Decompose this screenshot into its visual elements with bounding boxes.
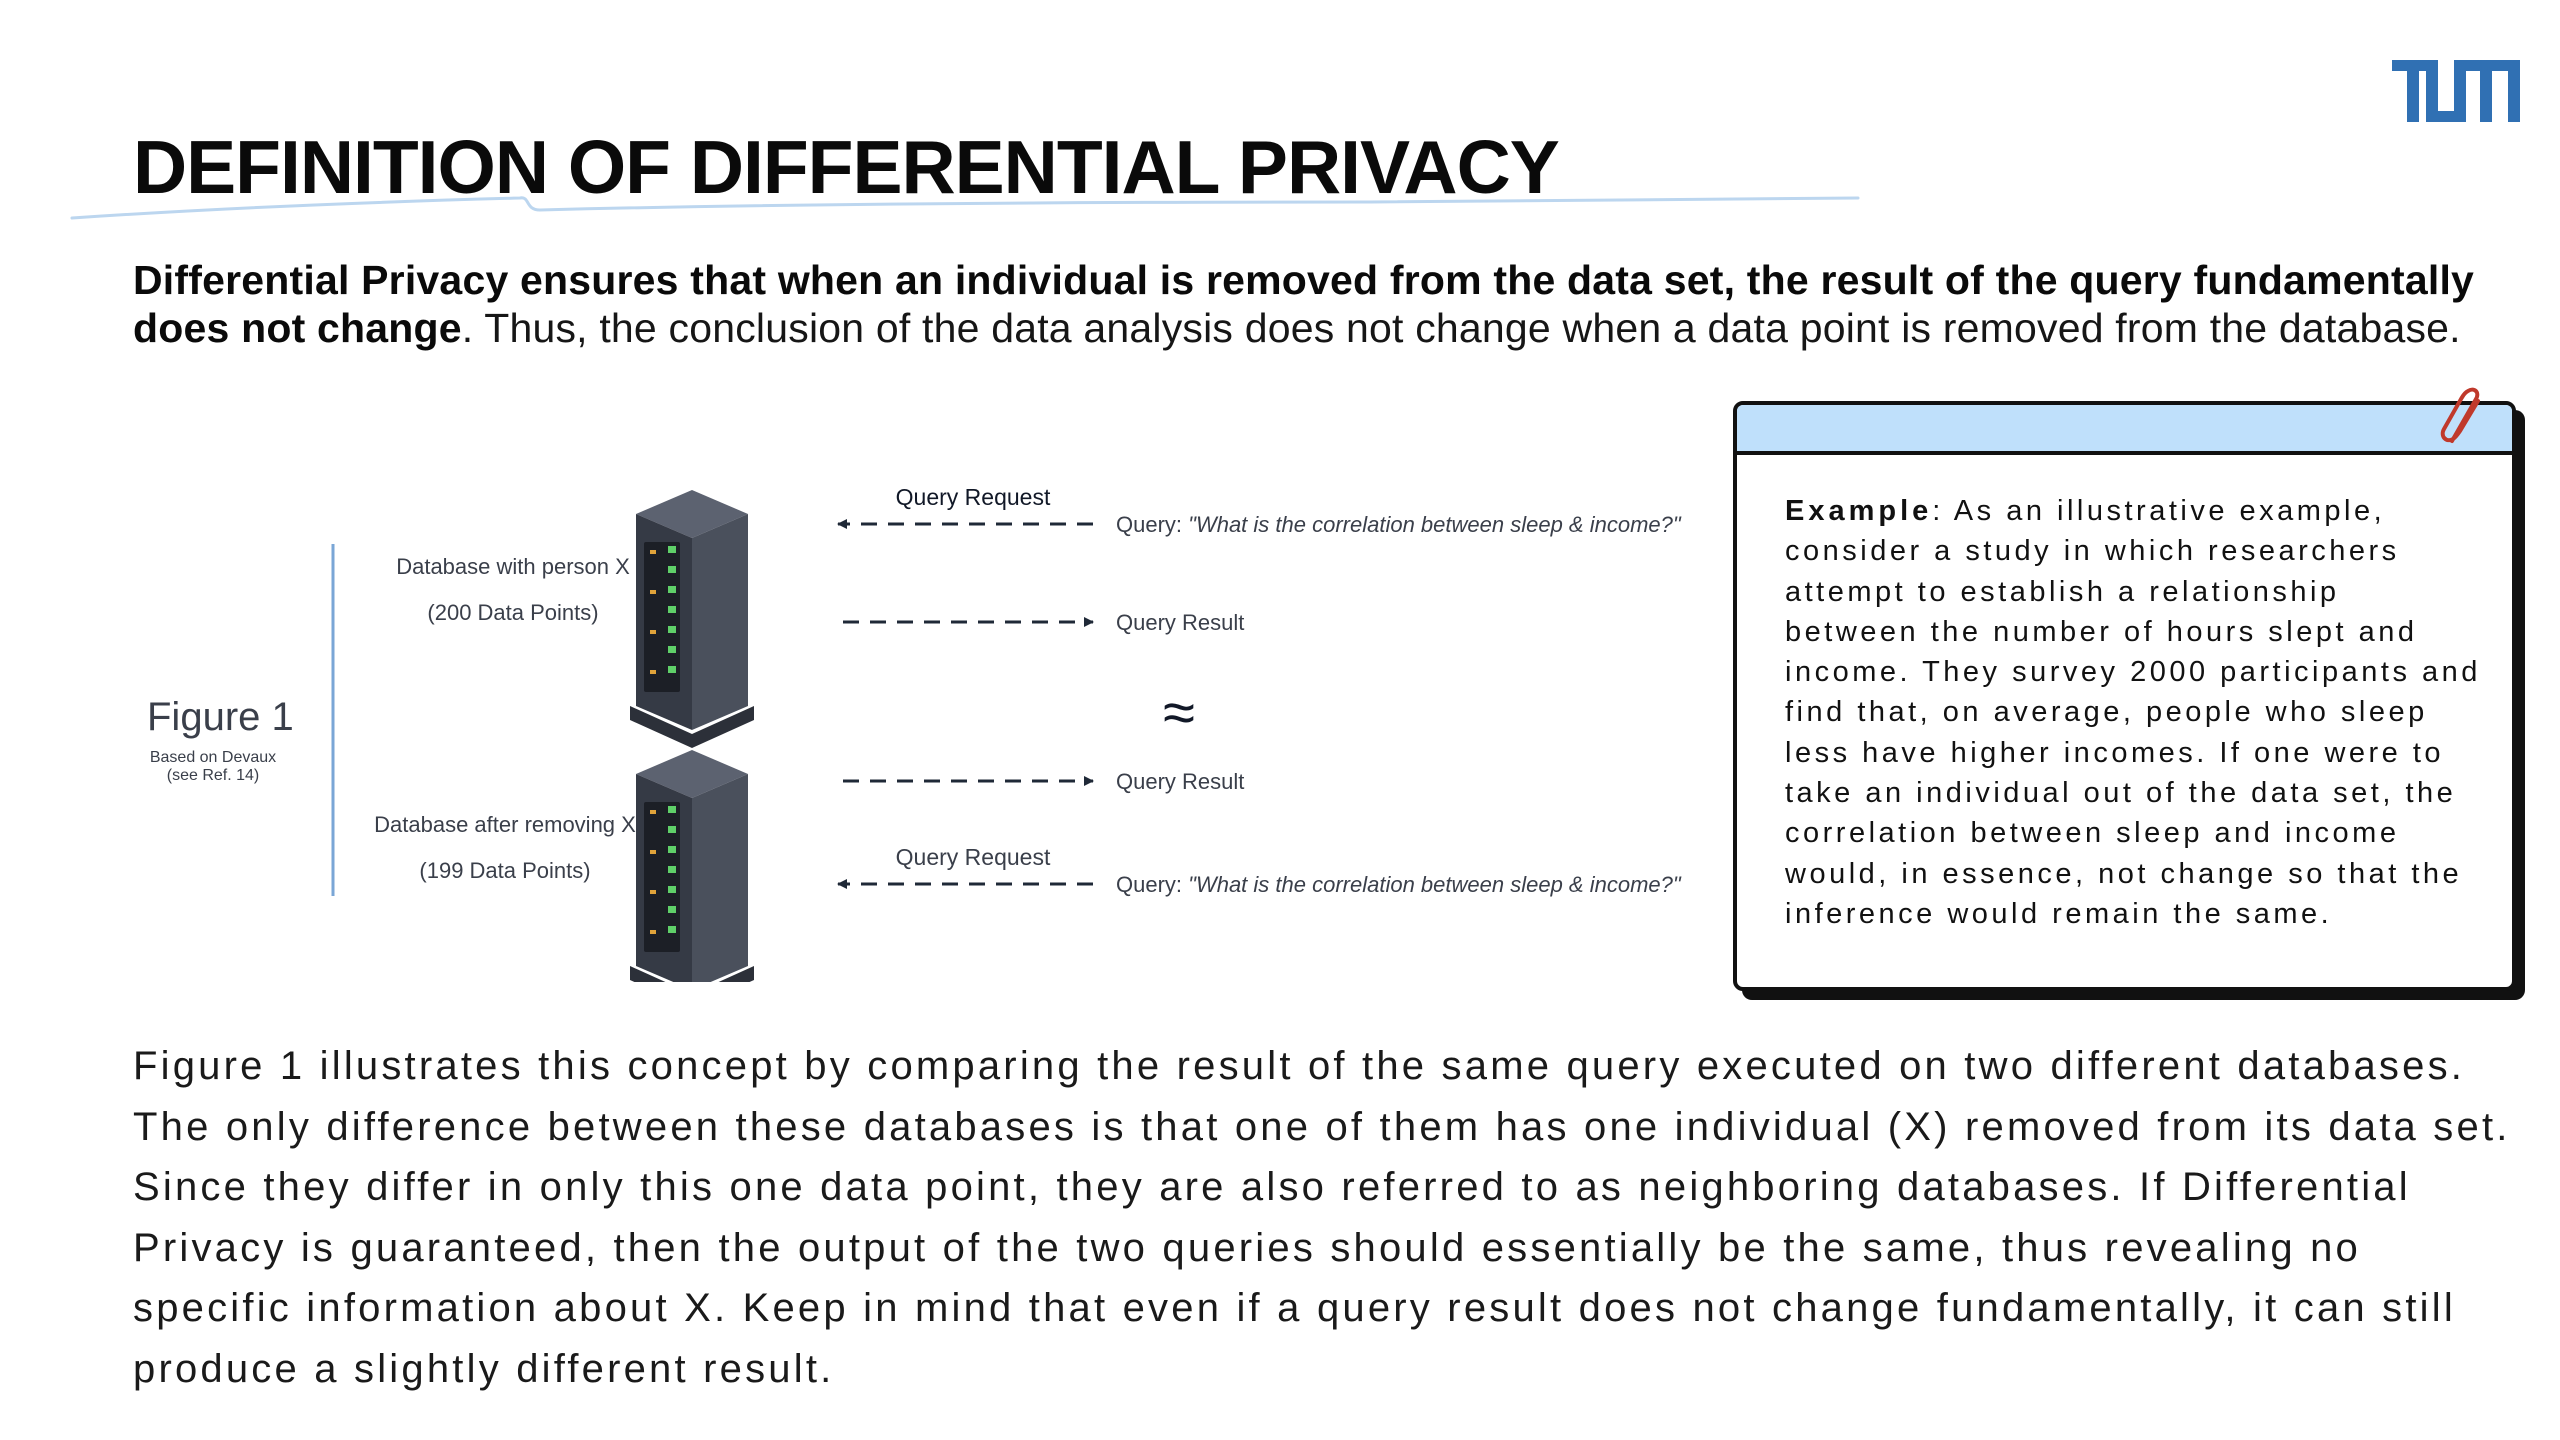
- result-label-bottom: Query Result: [1116, 769, 1245, 794]
- paperclip-icon: [2438, 383, 2490, 449]
- example-label: Example: [1785, 495, 1933, 527]
- figure-credit-1: Based on Devaux: [149, 749, 277, 766]
- query-bottom: Query: "What is the correlation between sleep & income?": [1116, 872, 1681, 897]
- db2-count: (199 Data Points): [419, 858, 591, 883]
- example-card-header: [1737, 405, 2512, 455]
- db2-label: Database after removing X: [374, 812, 636, 837]
- request-label-top: Query Request: [895, 484, 1051, 510]
- figure-credit-2: (see Ref. 14): [166, 767, 260, 784]
- server-icon: [630, 750, 754, 982]
- approx-symbol: ≈: [1163, 680, 1195, 745]
- tum-logo: [2392, 60, 2520, 122]
- example-text: Example: As an illustrative example, consider a study in which researchers attempt to establish a relationship between the number of hours slept and income. They survey 2000 participants and find that, on average, people who sleep less have higher incomes. If one were to take an individual out of the data set, the correlation between sleep and income would, in essence, not change so that the inference would remain the same.: [1785, 495, 2481, 930]
- figure-title: Figure 1: [147, 695, 294, 739]
- request-label-bottom: Query Request: [895, 844, 1051, 870]
- figure-1-diagram: [133, 462, 1693, 982]
- example-card: [1733, 401, 2516, 991]
- db1-label: Database with person X: [396, 554, 630, 579]
- query-top: Query: "What is the correlation between sleep & income?": [1116, 512, 1681, 537]
- server-icon: [630, 490, 754, 748]
- result-label-top: Query Result: [1116, 610, 1245, 635]
- explanation-paragraph: Figure 1 illustrates this concept by comparing the result of the same query executed on two different databases. The only difference between these databases is that one of them has one individual (X) removed from its data set. Since they differ in only this one data point, they are also referred to as neighboring databases. If Differential Privacy is guaranteed, then the output of the two queries should essentially be the same, thus revealing no specific information about X. Keep in mind that even if a query result does not change fundamentally, it can still produce a slightly different result.: [133, 1044, 2511, 1391]
- intro-paragraph: [133, 256, 2533, 352]
- db1-count: (200 Data Points): [427, 600, 599, 625]
- intro-rest-text: . Thus, the conclusion of the data analysis does not change when a data point is removed from the database.: [461, 305, 2461, 351]
- page-title: DEFINITION OF DIFFERENTIAL PRIVACY: [133, 125, 1559, 209]
- title-underline: [70, 190, 1860, 230]
- intro-bold-text: Differential Privacy ensures that when an individual is removed from the data set, the result of the query fundamentally does not change: [133, 257, 2475, 351]
